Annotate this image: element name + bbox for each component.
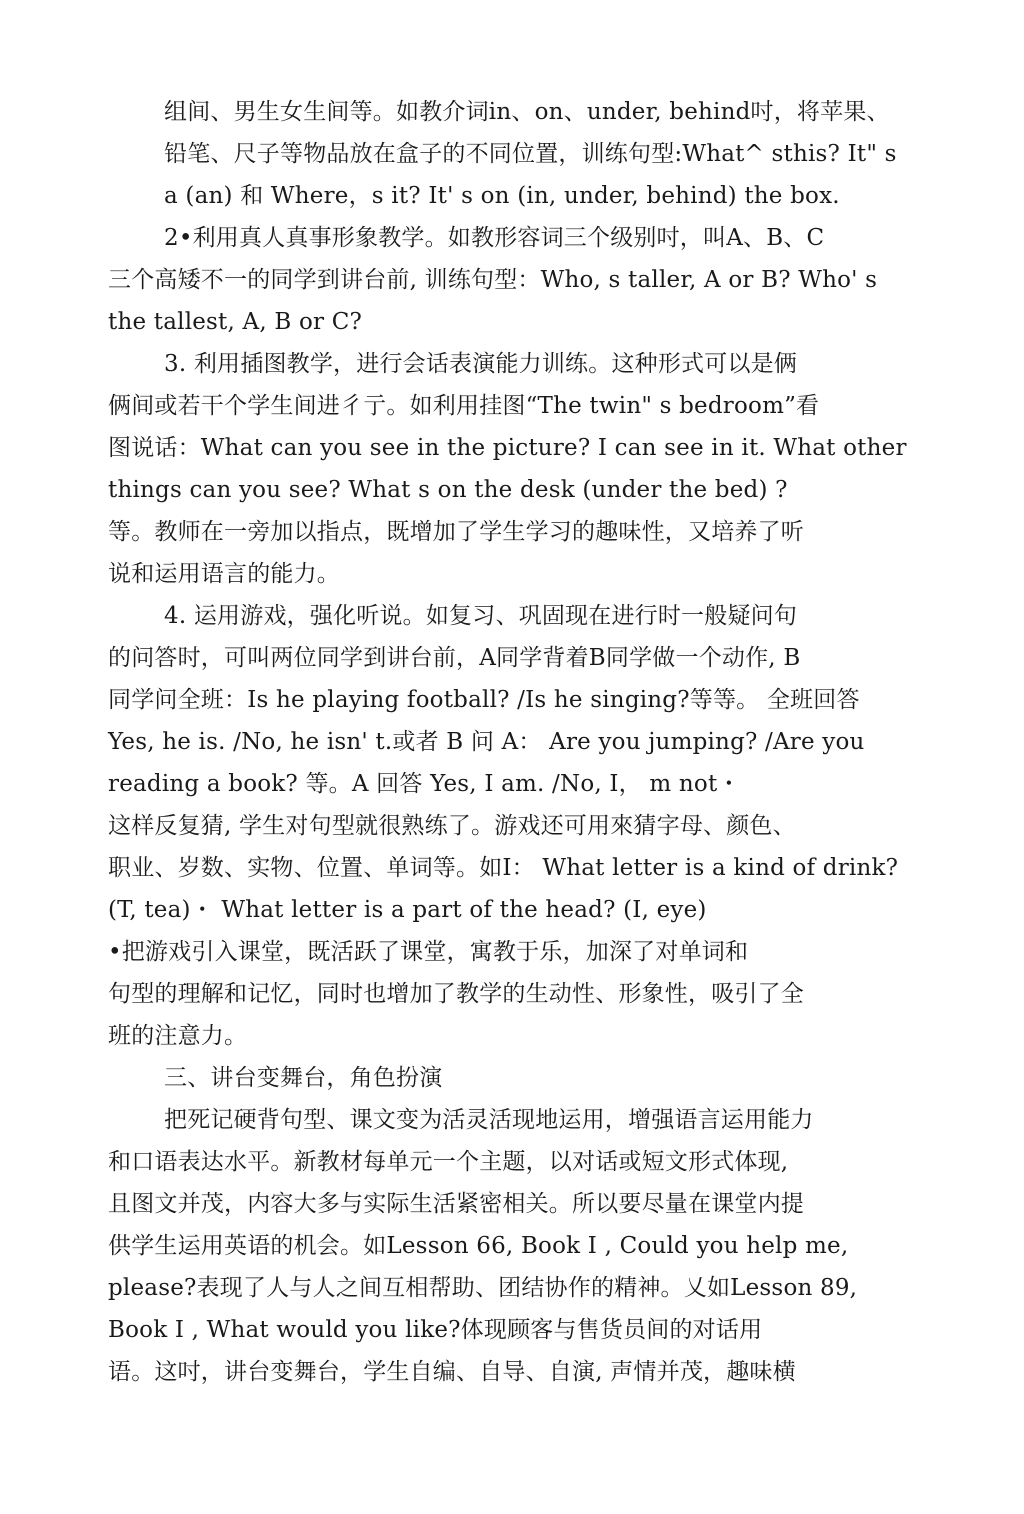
text-line: 班的注意力。 bbox=[108, 1023, 248, 1049]
text-line: 这样反复猜, 学生对句型就很熟练了。游戏还可用來猜字母、颜色、 bbox=[108, 813, 796, 839]
text-line: 的问答时，可叫两位同学到讲台前，A同学背着B同学做一个动作, B bbox=[108, 645, 801, 671]
text-line: 3. 利用插图教学，进行会话表演能力训练。这种形式可以是俩 bbox=[164, 351, 798, 377]
text-line: 把死记硬背句型、课文变为活灵活现地运用，增强语言运用能力 bbox=[164, 1107, 814, 1133]
text-line: 铅笔、尺子等物品放在盒子的不同位置，训练句型:What^ sthis? It" s bbox=[164, 141, 897, 167]
text-line: 俩间或若干个学生间进彳亍。如利用挂图“The twin" s bedroom”看 bbox=[108, 393, 820, 419]
text-line: 2•利用真人真事形象教学。如教形容词三个级别吋，叫A、B、C bbox=[164, 225, 825, 251]
text-line: 组间、男生女生间等。如教介词in、on、under, behind吋，将苹果、 bbox=[164, 99, 890, 125]
text-line: 语。这吋，讲台变舞台，学生自编、自导、自演, 声情并茂，趣味横 bbox=[108, 1359, 796, 1385]
text-line: 说和运用语言的能力。 bbox=[108, 561, 340, 587]
text-line: 图说话：What can you see in the picture? I can see in it. What other bbox=[108, 435, 907, 461]
text-line: 同学问全班：Is he playing football? /Is he singing?等等。 全班回答 bbox=[108, 687, 860, 713]
text-line: 供学生运用英语的机会。如Lesson 66, Book I , Could you help me, bbox=[108, 1233, 849, 1259]
text-line: 4. 运用游戏，强化听说。如复习、巩固现在进行时一般疑问句 bbox=[164, 603, 798, 629]
text-line: reading a book? 等。A 回答 Yes, I am. /No, I， m not・ bbox=[108, 771, 741, 797]
text-line: 和口语表达水平。新教材每单元一个主题，以对话或短文形式体现, bbox=[108, 1149, 789, 1175]
text-line: •把游戏引入课堂，既活跃了课堂，寓教于乐，加深了对单词和 bbox=[108, 939, 749, 965]
text-line: Yes, he is. /No, he isn' t.或者 B 问 A： Are you jumping? /Are you bbox=[108, 729, 865, 755]
text-line: 职业、岁数、实物、位置、单词等。如I： What letter is a kind of drink? bbox=[108, 855, 899, 881]
section-heading: 三、讲台变舞台，角色扮演 bbox=[164, 1065, 443, 1091]
text-line: 且图文并茂，内容大多与实际生活紧密相关。所以要尽量在课堂内提 bbox=[108, 1191, 804, 1217]
text-line: Book I , What would you like?体现顾客与售货员间的对话用 bbox=[108, 1317, 763, 1343]
text-line: 句型的理解和记忆，同时也增加了教学的生动性、形象性，吸引了全 bbox=[108, 981, 804, 1007]
text-line: 三个高矮不一的同学到讲台前, 训练句型：Who, s taller, A or B? Who' s bbox=[108, 267, 878, 293]
text-line: (T, tea)・ What letter is a part of the head? (I, eye) bbox=[108, 897, 707, 923]
text-line: things can you see? What s on the desk (under the bed) ? bbox=[108, 477, 788, 503]
text-line: the tallest, A, B or C? bbox=[108, 309, 363, 335]
text-line: 等。教师在一旁加以指点，既增加了学生学习的趣味性，又培养了听 bbox=[108, 519, 804, 545]
text-line: please?表现了人与人之间互相帮助、团结协作的精神。乂如Lesson 89, bbox=[108, 1275, 858, 1301]
text-line: a (an) 和 Where，s it? It' s on (in, under, behind) the box. bbox=[164, 183, 840, 209]
